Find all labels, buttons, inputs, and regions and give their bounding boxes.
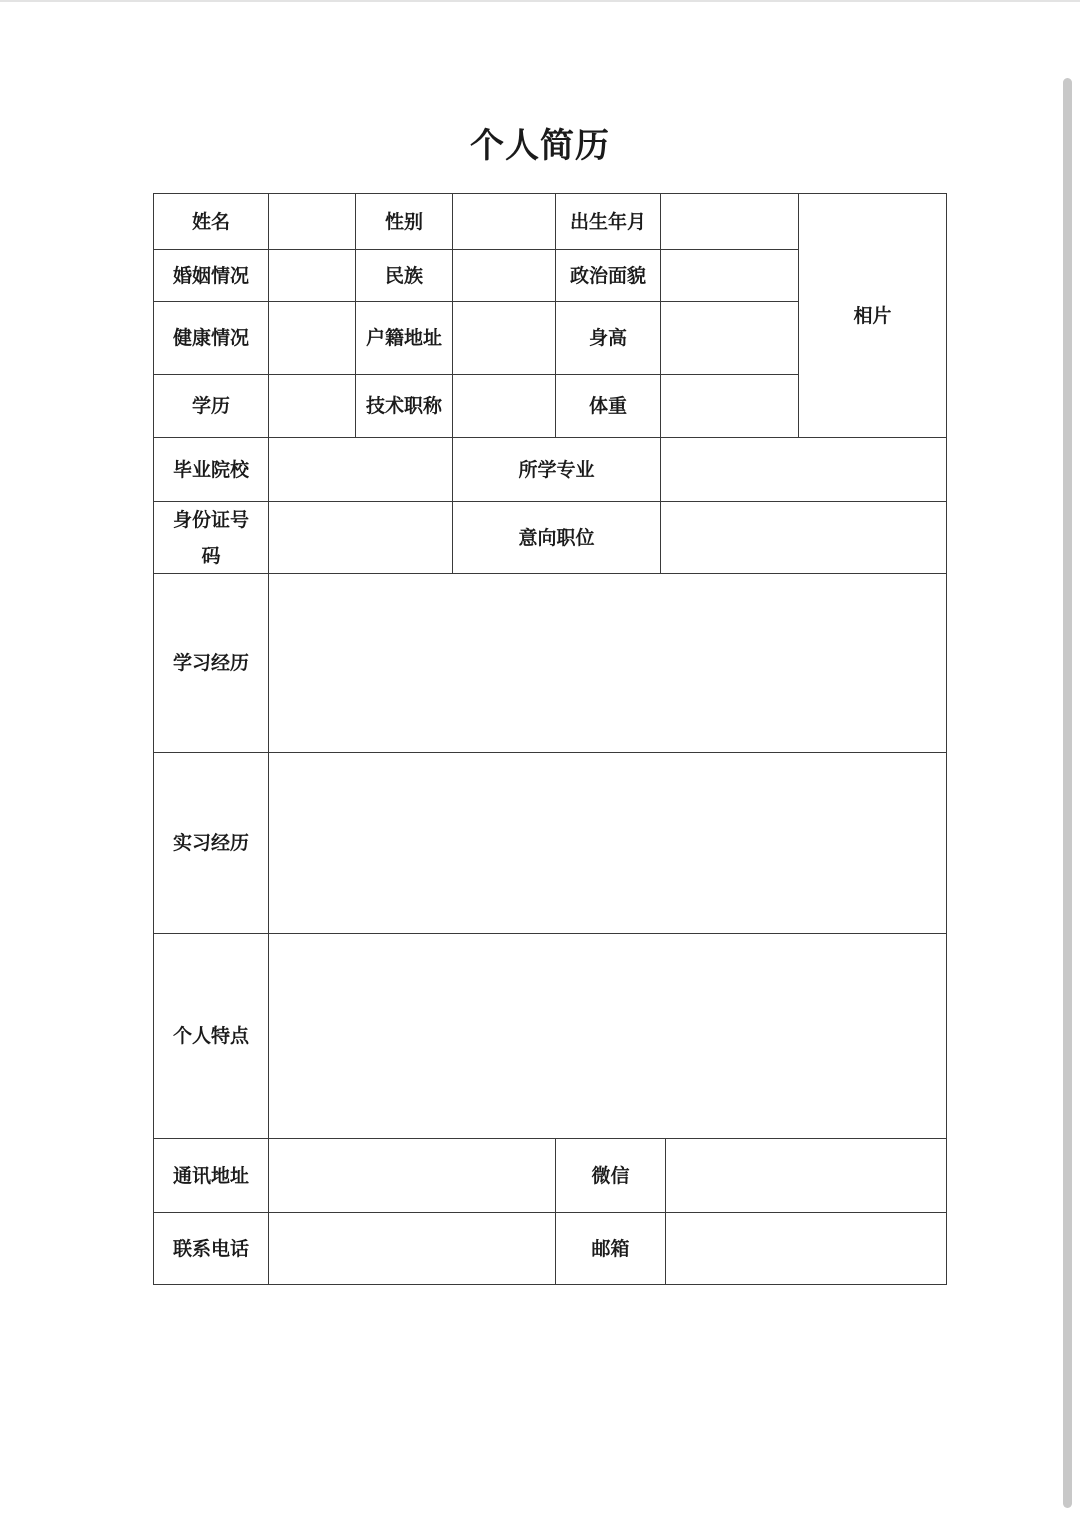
position-field[interactable] bbox=[660, 501, 947, 574]
household-label: 户籍地址 bbox=[355, 301, 453, 375]
internship-field[interactable] bbox=[268, 752, 947, 934]
email-label: 邮箱 bbox=[555, 1212, 666, 1285]
height-field[interactable] bbox=[660, 301, 799, 375]
study-history-field[interactable] bbox=[268, 573, 947, 753]
title-label: 技术职称 bbox=[355, 374, 453, 438]
address-label: 通讯地址 bbox=[153, 1138, 269, 1213]
birth-label: 出生年月 bbox=[555, 193, 661, 250]
page-title: 个人简历 bbox=[470, 126, 610, 166]
school-label: 毕业院校 bbox=[153, 437, 269, 502]
marital-label: 婚姻情况 bbox=[153, 249, 269, 302]
personal-traits-label: 个人特点 bbox=[153, 933, 269, 1139]
address-field[interactable] bbox=[268, 1138, 556, 1213]
political-label: 政治面貌 bbox=[555, 249, 661, 302]
title-field[interactable] bbox=[452, 374, 556, 438]
marital-field[interactable] bbox=[268, 249, 356, 302]
health-label: 健康情况 bbox=[153, 301, 269, 375]
weight-field[interactable] bbox=[660, 374, 799, 438]
household-field[interactable] bbox=[452, 301, 556, 375]
school-field[interactable] bbox=[268, 437, 453, 502]
political-field[interactable] bbox=[660, 249, 799, 302]
education-field[interactable] bbox=[268, 374, 356, 438]
birth-field[interactable] bbox=[660, 193, 799, 250]
internship-label: 实习经历 bbox=[153, 752, 269, 934]
id-number-label-text: 身份证号码 bbox=[172, 508, 249, 567]
education-label: 学历 bbox=[153, 374, 269, 438]
position-label: 意向职位 bbox=[452, 501, 661, 574]
wechat-label: 微信 bbox=[555, 1138, 666, 1213]
study-history-label: 学习经历 bbox=[153, 573, 269, 753]
height-label: 身高 bbox=[555, 301, 661, 375]
vertical-scrollbar[interactable] bbox=[1063, 78, 1072, 1508]
personal-traits-field[interactable] bbox=[268, 933, 947, 1139]
health-field[interactable] bbox=[268, 301, 356, 375]
top-divider bbox=[0, 0, 1080, 2]
phone-field[interactable] bbox=[268, 1212, 556, 1285]
photo-box[interactable]: 相片 bbox=[798, 193, 947, 438]
name-field[interactable] bbox=[268, 193, 356, 250]
email-field[interactable] bbox=[665, 1212, 947, 1285]
wechat-field[interactable] bbox=[665, 1138, 947, 1213]
id-number-label bbox=[153, 501, 269, 574]
phone-label: 联系电话 bbox=[153, 1212, 269, 1285]
id-number-field[interactable] bbox=[268, 501, 453, 574]
ethnicity-field[interactable] bbox=[452, 249, 556, 302]
ethnicity-label: 民族 bbox=[355, 249, 453, 302]
name-label: 姓名 bbox=[153, 193, 269, 250]
weight-label: 体重 bbox=[555, 374, 661, 438]
major-label: 所学专业 bbox=[452, 437, 661, 502]
gender-field[interactable] bbox=[452, 193, 556, 250]
major-field[interactable] bbox=[660, 437, 947, 502]
gender-label: 性别 bbox=[355, 193, 453, 250]
